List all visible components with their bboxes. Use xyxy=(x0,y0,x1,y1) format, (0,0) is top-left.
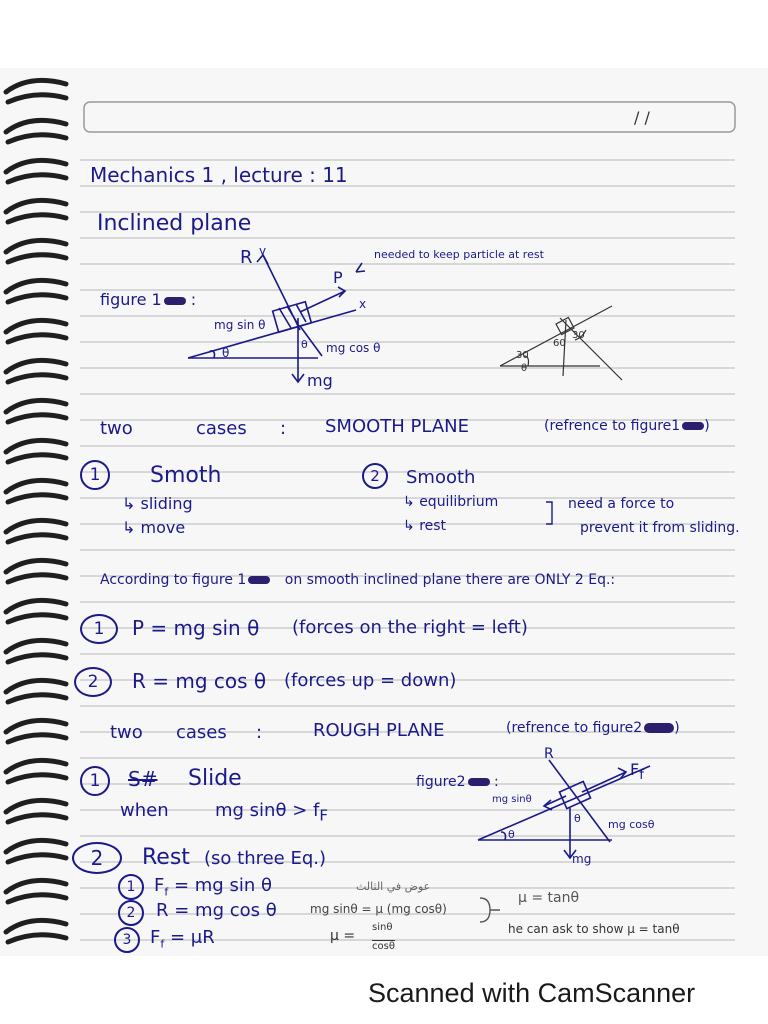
according-line: According to figure 1 on smooth inclined plane there are ONLY 2 Eq.: xyxy=(100,572,616,588)
substitution-eq: mg sinθ = μ (mg cosθ) xyxy=(310,902,447,916)
side-theta-label: θ xyxy=(521,363,528,374)
rough-when-condition: mg $\sin\theta > f_F$ xyxy=(215,800,328,825)
rough-eq1-number: 1 xyxy=(118,874,144,900)
smooth-colon: : xyxy=(280,418,287,439)
angle-base-label: θ xyxy=(222,346,230,360)
smooth-eq1: P = mg sin θ xyxy=(132,616,260,640)
smooth-case2-title: Smooth xyxy=(406,467,476,488)
fig2-mgcos-label: mg cosθ xyxy=(608,818,655,831)
mu-fraction-denominator: cosθ xyxy=(372,941,395,952)
arabic-note: عوض في الثالث xyxy=(356,880,431,893)
rough-cases: cases xyxy=(176,722,227,743)
scribble-mark xyxy=(682,422,704,430)
smooth-case2-note-a: need a force to xyxy=(568,496,675,512)
fig2-mg-label: mg xyxy=(572,852,592,866)
scribble-mark xyxy=(248,576,270,584)
figure2-label: figure2 : xyxy=(416,774,499,790)
rough-colon: : xyxy=(256,722,263,743)
rough-case1-title: Slide xyxy=(188,766,242,791)
smooth-eq1-note: (forces on the right = left) xyxy=(292,617,528,638)
axis-y-label: y xyxy=(259,244,267,258)
smooth-eq2-note: (forces up = down) xyxy=(284,670,457,691)
mu-equals: μ = xyxy=(330,928,356,944)
smooth-case1-title: Smoth xyxy=(150,463,222,488)
mu-result: μ = tanθ xyxy=(518,890,580,906)
mg-sin-label: mg sin θ xyxy=(214,318,266,332)
smooth-case1-a: ↳ sliding xyxy=(122,494,193,513)
smooth-cases: cases xyxy=(196,418,247,439)
force-R-label: R xyxy=(240,247,253,268)
angle-60-label: 60 xyxy=(553,338,566,349)
date-field: / / xyxy=(634,108,650,127)
spiral-binding xyxy=(6,80,66,942)
angle-mid-label: θ xyxy=(301,338,308,351)
angle-30b-label: 30 xyxy=(516,350,529,361)
smooth-eq2-number: 2 xyxy=(74,667,112,697)
rough-eq3: $F_f = \mu R$ xyxy=(150,927,215,951)
rough-case2-paren: (so three Eq.) xyxy=(204,848,327,869)
rough-case2-number: 2 xyxy=(72,842,122,874)
scanner-watermark: Scanned with CamScanner xyxy=(368,978,696,1008)
fig2-R-label: R xyxy=(544,746,554,762)
axis-x-label: x xyxy=(359,297,367,311)
weight-mg-label: mg xyxy=(307,371,333,390)
rough-eq2: R = mg cos θ xyxy=(156,900,277,921)
fig2-angle-base: θ xyxy=(508,828,515,841)
smooth-eq1-number: 1 xyxy=(80,614,118,644)
smooth-case2-note-b: prevent it from sliding. xyxy=(580,520,740,536)
rough-case1-number: 1 xyxy=(80,766,110,796)
scribble-mark xyxy=(468,778,490,786)
smooth-case2-a: ↳ equilibrium xyxy=(403,494,499,510)
page-title: Mechanics 1 , lecture : 11 xyxy=(90,163,348,187)
scribble-mark xyxy=(644,723,674,733)
fig2-Ff-label: $F_f$ xyxy=(630,760,644,784)
figure1-note: needed to keep particle at rest xyxy=(374,248,544,261)
fig2-mgsin-label: mg sinθ xyxy=(492,794,532,805)
smooth-eq2: R = mg cos θ xyxy=(132,669,267,693)
rough-case2-title: Rest xyxy=(142,845,190,870)
smooth-case2-number: 2 xyxy=(362,463,388,489)
mg-cos-label: mg cos θ xyxy=(326,341,381,355)
smooth-case1-b: ↳ move xyxy=(122,518,186,537)
show-note: he can ask to show μ = tanθ xyxy=(508,922,680,936)
smooth-case2-b: ↳ rest xyxy=(403,518,447,534)
force-P-label: P xyxy=(333,268,343,287)
rough-two: two xyxy=(110,722,143,743)
figure2-diagram xyxy=(478,760,650,858)
smooth-two: two xyxy=(100,418,133,439)
smooth-case1-number: 1 xyxy=(80,460,110,490)
smooth-reference: (refrence to figure1 ) xyxy=(544,418,710,434)
rough-reference: (refrence to figure2 ) xyxy=(506,720,680,736)
figure1-label: figure 1 : xyxy=(100,290,197,309)
mu-fraction-numerator: sinθ xyxy=(372,922,393,933)
crossed-out-text: S# xyxy=(128,767,158,791)
rough-eq3-number: 3 xyxy=(114,927,140,953)
rough-eq2-number: 2 xyxy=(118,900,144,926)
fig2-angle: θ xyxy=(574,812,581,825)
scribble-mark xyxy=(164,297,186,305)
rough-eq1: $F_f$ = mg sin θ xyxy=(154,875,272,899)
rough-when: when xyxy=(120,800,169,821)
section-heading: Inclined plane xyxy=(97,211,252,236)
rough-plane-title: ROUGH PLANE xyxy=(313,720,445,741)
angle-30-label: 30 xyxy=(572,330,585,341)
smooth-plane-title: SMOOTH PLANE xyxy=(325,416,469,437)
